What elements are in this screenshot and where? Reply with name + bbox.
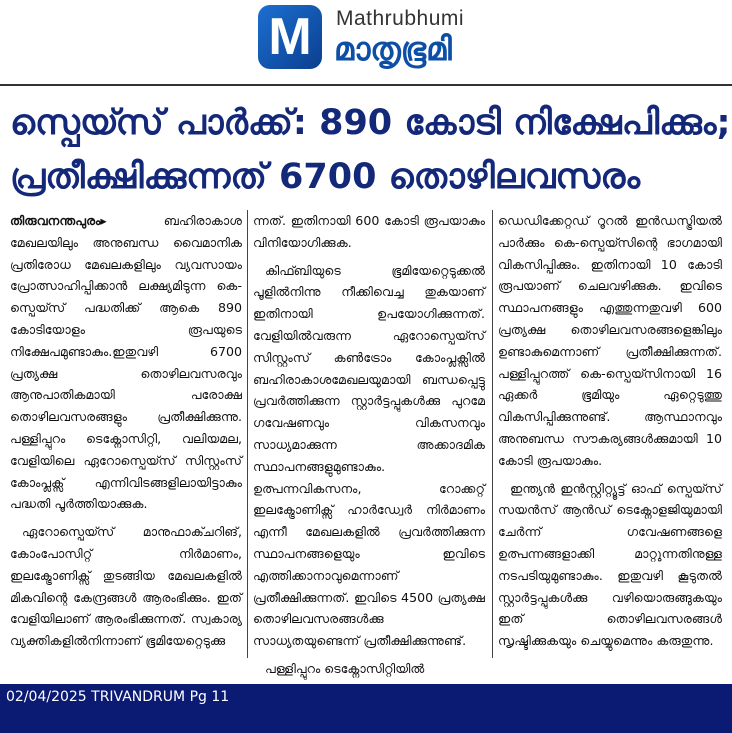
paragraph: കിഫ്ബിയുടെ ഭൂമിയേറ്റെടുക്കൽ പൂളിൽനിന്നു നീക്കിവെച്ച തുകയാണ് ഇതിനായി ഉപയോഗിക്കുന്നത്. വേളിയിൽവരുന്ന ഏറോസ്പെയ്സ് സിസ്റ്റംസ് കൺട്രോം കോംപ്ലക്സിൽ ബഹിരാകാശമേഖലയുമായി ബന്ധപ്പെട്ടു പ്രവർത്തിക്കുന്ന സ്റ്റാർട്ടപ്പുകൾക്കു പുറമേ ഗവേഷണവും വികസനവും സാധ്യമാക്കുന്ന അക്കാദമിക സ്ഥാപനങ്ങളുമുണ്ടാകും. ഉത്പന്നവികസനം, റോക്കറ്റ് ഇലക്ട്രോണിക്സ് ഹാർഡ്വേർ നിർമാണം എന്നീ മേഖലകളിൽ പ്രവർത്തിക്കുന്ന സ്ഥാപനങ്ങളെയും ഇവിടെ എത്തിക്കാനാവുമെന്നാണ് പ്രതീക്ഷിക്കുന്നത്. ഇവിടെ 4500 പ്രത്യക്ഷ തൊഴിലവസരങ്ങൾക്കു സാധ്യതയുണ്ടെന്ന് പ്രതീക്ഷിക്കുന്നുണ്ട്. (253, 262, 485, 649)
column-divider (247, 210, 248, 658)
headline (10, 96, 731, 204)
logo-letter: M (268, 8, 312, 66)
paragraph: പള്ളിപ്പുറം ടെക്നോസിറ്റിയിൽ (265, 660, 425, 676)
headline-line-2: പ്രതീക്ഷിക്കുന്നത് 6700 തൊഴിലവസരം (10, 157, 641, 197)
footer-bar (0, 684, 732, 733)
column-divider (492, 210, 493, 658)
edition-info: 02/04/2025 TRIVANDRUM Pg 11 (6, 689, 230, 705)
paragraph: ഏറോസ്പെയ്സ് മാനുഫാക്ചറിങ്, കോംപോസിറ്റ് നിർമാണം, ഇലക്ട്രോണിക്സ് തുടങ്ങിയ മേഖലകളിൽ മികവിന്റെ കേന്ദ്രങ്ങൾ ആരംഭിക്കും. ഇത് വേളിയിലാണ് ആരംഭിക്കുന്നത്. സ്വകാര്യ വ്യക്തികളിൽനിന്നാണ് ഭൂമിയേറ്റെടുക്കു (10, 524, 242, 649)
paragraph (10, 210, 242, 515)
article-column-3 (498, 210, 722, 660)
paragraph: ഇന്ത്യൻ ഇൻസ്റ്റിറ്റ്യൂട്ട് ഓഫ് സ്പെയ്സ് സയൻസ് ആൻഡ് ടെക്നോളജിയുമായി ചേർന്ന് ഗവേഷണങ്ങളെ ഉത്പന്നങ്ങളാക്കി മാറ്റുന്നതിനുള്ള നടപടിയുമുണ്ടാകും. ഇതുവഴി കൂടുതൽ സ്റ്റാർട്ടപ്പുകൾക്കു വഴിയൊരുങ്ങുകയും ഇത് തൊഴിലവസരങ്ങൾ സൃഷ്ടിക്കുകയും ചെയ്യുമെന്നും കരുതുന്നു. (498, 480, 722, 649)
paragraph: ന്നത്. ഇതിനായി 600 കോടി രൂപയാകും വിനിയോഗിക്കുക. (253, 213, 485, 250)
dateline: തിരുവനന്തപുരം▸ (10, 213, 107, 228)
logo-badge (258, 5, 322, 69)
masthead-logo (258, 5, 478, 69)
paragraph: ഡെഡിക്കേറ്റഡ് റൂറൽ ഇൻഡസ്ട്രിയൽ പാർക്കും കെ-സ്പെയ്സിന്റെ ഭാഗമായി വികസിപ്പിക്കും. ഇതിനായി 10 കോടി രൂപയാണ് ചെലവഴിക്കുക. ഇവിടെ സ്ഥാപനങ്ങളും എത്തുന്നതുവഴി 600 പ്രത്യക്ഷ തൊഴിലവസരങ്ങളെങ്കിലും ഉണ്ടാകുമെന്നാണ് പ്രതീക്ഷിക്കുന്നത്. പള്ളിപ്പുറത്ത് കെ-സ്പെയ്സിനായി 16 ഏക്കർ ഭൂമിയും ഏറ്റെടുത്തു വികസിപ്പിക്കുന്നുണ്ട്. ആസ്ഥാനവും അനുബന്ധ സൗകര്യങ്ങൾക്കുമായി 10 കോടി രൂപയാകും. (498, 213, 722, 468)
article-body (10, 210, 722, 680)
brand-name-english: Mathrubhumi (336, 7, 465, 30)
article-column-1 (10, 210, 242, 660)
masthead-divider (0, 84, 732, 86)
paragraph-text: ബഹിരാകാശ മേഖലയിലും അനുബന്ധ വൈമാനിക പ്രതിരോധ മേഖലകളിലും വ്യവസായം പ്രോത്സാഹിപ്പിക്കാൻ ലക്ഷ്യമിടുന്ന കെ-സ്പെയ്സ് പദ്ധതിക്ക് ആകെ 890 കോടിയോളം രൂപയുടെ നിക്ഷേപമുണ്ടാകും.ഇതുവഴി 6700 പ്രത്യക്ഷ തൊഴിലവസരവും ആനുപാതികമായി പരോക്ഷ തൊഴിലവസരങ്ങളും പ്രതീക്ഷിക്കുന്നു. പള്ളിപ്പുറം ടെക്നോസിറ്റി, വലിയമല, വേളിയിലെ ഏറോസ്പെയ്സ് സിസ്റ്റംസ് കോംപ്ലക്സ് എന്നിവിടങ്ങളിലായിട്ടാകും പദ്ധതി പൂർത്തിയാക്കുക. (10, 213, 242, 512)
headline-line-1: സ്പെയ്സ് പാർക്ക്: 890 കോടി നിക്ഷേപിക്കും; (10, 103, 731, 143)
article-column-2 (253, 210, 485, 676)
brand-name-malayalam: മാതൃഭൂമി (334, 30, 452, 68)
